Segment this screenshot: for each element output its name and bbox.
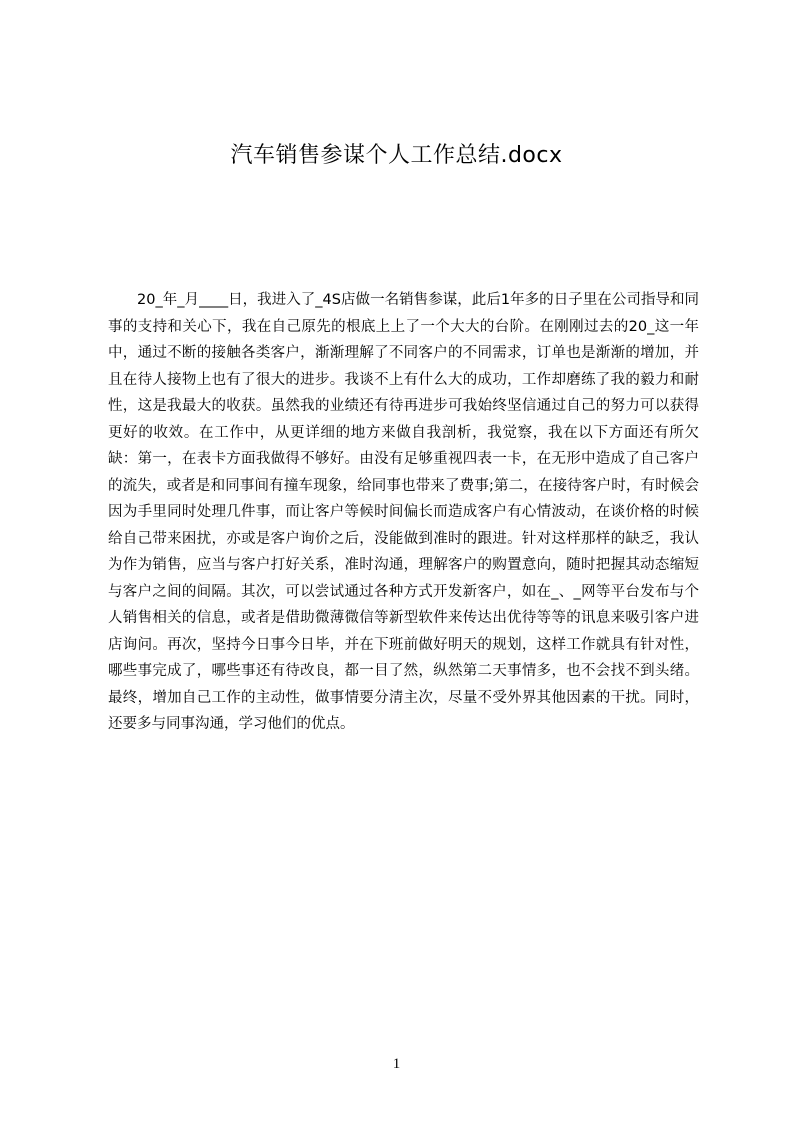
body-paragraph: 20_年_月____日，我进入了_4S店做一名销售参谋，此后1年多的日子里在公司指导和同事的支持和关心下，我在自己原先的根底上上了一个大大的台阶。在刚刚过去的20_这一年中，通过不断的接触各类客户，渐渐理解了不同客户的不同需求，订单也是渐渐的增加，并且在待人接物上也有了很大的进步。我谈不上有什么大的成功，工作却磨练了我的毅力和耐性，这是我最大的收获。虽然我的业绩还有待再进步可我始终坚信通过自己的努力可以获得更好的收效。在工作中，从更详细的地方来做自我剖析，我觉察，我在以下方面还有所欠缺：第一，在表卡方面我做得不够好。由没有足够重视四表一卡，在无形中造成了自己客户的流失，或者是和同事间有撞车现象，给同事也带来了费事;第二，在接待客户时，有时候会因为手里同时处理几件事，而让客户等候时间偏长而造成客户有心情波动，在谈价格的时候给自己带来困扰，亦或是客户询价之后，没能做到准时的跟进。针对这样那样的缺乏，我认为作为销售，应当与客户打好关系，准时沟通，理解客户的购置意向，随时把握其动态缩短与客户之间的间隔。其次，可以尝试通过各种方式开发新客户，如在_、_网等平台发布与个人销售相关的信息，或者是借助微薄微信等新型软件来传达出优待等等的讯息来吸引客户进店询问。再次，坚持今日事今日毕，并在下班前做好明天的规划，这样工作就具有针对性，哪些事完成了，哪些事还有待改良，都一目了然，纵然第二天事情多，也不会找不到头绪。最终，增加自己工作的主动性，做事情要分清主次，尽量不受外界其他因素的干扰。同时，还要多与同事沟通，学习他们的优点。	[108, 292, 699, 732]
document-title: 汽车销售参谋个人工作总结.docx	[230, 143, 563, 168]
page-number: 1	[392, 1056, 401, 1072]
